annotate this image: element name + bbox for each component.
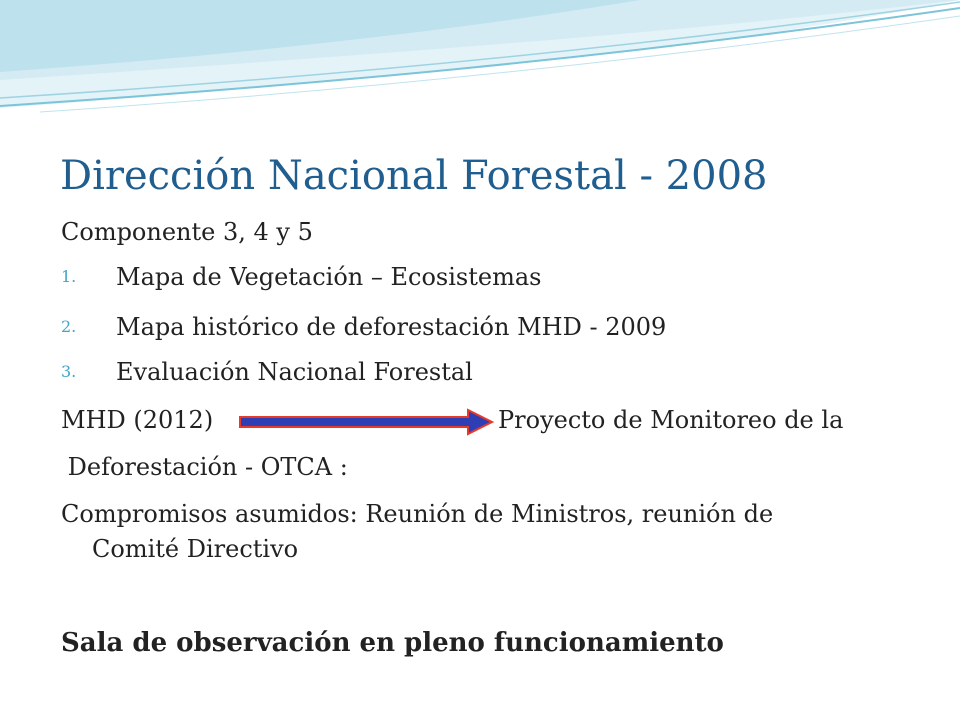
list-item-3-text: Evaluación Nacional Forestal xyxy=(116,358,473,386)
list-item-2-number: 2. xyxy=(61,317,77,336)
list-item-2-text: Mapa histórico de deforestación MHD - 2009 xyxy=(116,313,667,341)
project-text-continued: Deforestación - OTCA : xyxy=(60,453,348,481)
components-line: Componente 3, 4 y 5 xyxy=(61,218,313,246)
status-line: Sala de observación en pleno funcionamiento xyxy=(61,628,724,658)
commitments-line-1: Compromisos asumidos: Reunión de Ministros, reunión de xyxy=(61,500,774,528)
mhd-label: MHD (2012) xyxy=(61,406,214,434)
project-text: Proyecto de Monitoreo de la xyxy=(498,406,844,434)
decorative-wave-header xyxy=(0,0,960,140)
list-item-3-number: 3. xyxy=(61,362,77,381)
right-arrow-icon xyxy=(236,407,496,437)
slide-title: Dirección Nacional Forestal - 2008 xyxy=(60,153,768,199)
list-item-1-number: 1. xyxy=(61,267,77,286)
list-item-1-text: Mapa de Vegetación – Ecosistemas xyxy=(116,263,542,291)
commitments-line-2: Comité Directivo xyxy=(92,535,299,563)
